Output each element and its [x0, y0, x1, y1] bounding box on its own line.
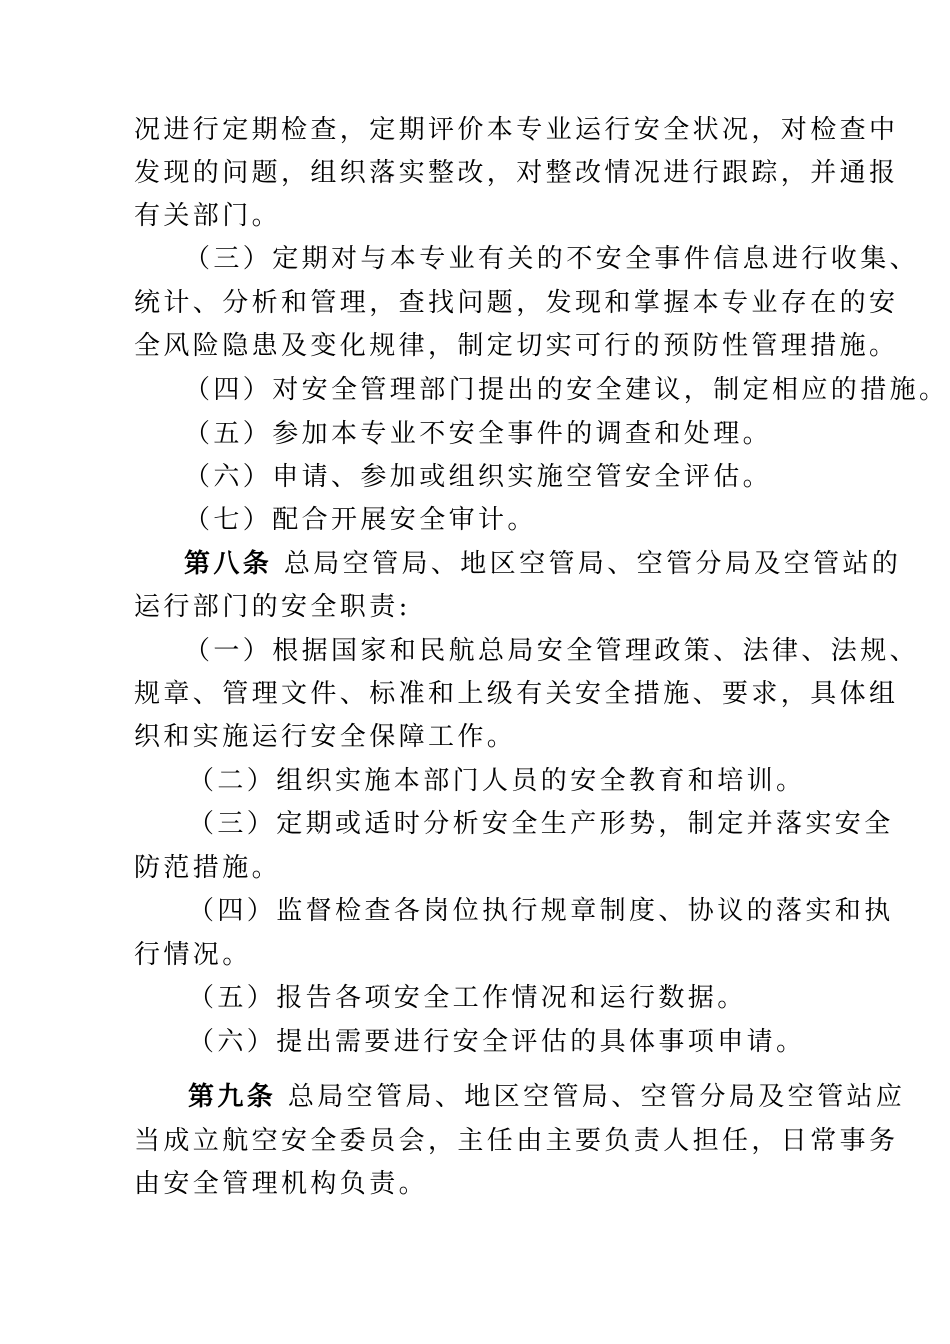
text-line: 发现的问题，组织落实整改，对整改情况进行跟踪，并通报 [134, 158, 899, 188]
item-three: （三）定期或适时分析安全生产形势，制定并落实安全 [188, 809, 894, 839]
article-9-paragraph [188, 1079, 905, 1115]
article-8-heading: 第八条 [184, 549, 273, 579]
item-seven: （七）配合开展安全审计。 [184, 505, 537, 535]
item-five: （五）参加本专业不安全事件的调查和处理。 [184, 419, 773, 449]
text-line: 况进行定期检查，定期评价本专业运行安全状况，对检查中 [134, 115, 899, 145]
text-line: 当成立航空安全委员会，主任由主要负责人担任，日常事务 [134, 1126, 899, 1156]
text-line: 全风险隐患及变化规律，制定切实可行的预防性管理措施。 [134, 331, 899, 361]
text-line: 织和实施运行安全保障工作。 [134, 722, 517, 752]
item-two: （二）组织实施本部门人员的安全教育和培训。 [188, 766, 806, 796]
text-line: 行情况。 [134, 940, 252, 970]
item-one: （一）根据国家和民航总局安全管理政策、法律、法规、 [184, 636, 920, 666]
text-line: 防范措施。 [134, 853, 282, 883]
text-line: 规章、管理文件、标准和上级有关安全措施、要求，具体组 [134, 679, 899, 709]
text-line: 统计、分析和管理，查找问题，发现和掌握本专业存在的安 [134, 288, 899, 318]
item-six: （六）提出需要进行安全评估的具体事项申请。 [188, 1027, 806, 1057]
item-six: （六）申请、参加或组织实施空管安全评估。 [184, 462, 773, 492]
article-8-paragraph [184, 546, 901, 582]
article-9-heading: 第九条 [188, 1082, 277, 1112]
text-line: 运行部门的安全职责: [134, 592, 411, 622]
text-line: 有关部门。 [134, 201, 282, 231]
item-five: （五）报告各项安全工作情况和运行数据。 [188, 983, 747, 1013]
item-four: （四）对安全管理部门提出的安全建议，制定相应的措施。 [184, 375, 949, 405]
item-three: （三）定期对与本专业有关的不安全事件信息进行收集、 [184, 244, 920, 274]
item-four: （四）监督检查各岗位执行规章制度、协议的落实和执 [188, 896, 894, 926]
text-line: 由安全管理机构负责。 [134, 1169, 429, 1199]
article-9-text: 总局空管局、地区空管局、空管分局及空管站应 [287, 1082, 906, 1112]
article-8-text: 总局空管局、地区空管局、空管分局及空管站的 [283, 549, 902, 579]
